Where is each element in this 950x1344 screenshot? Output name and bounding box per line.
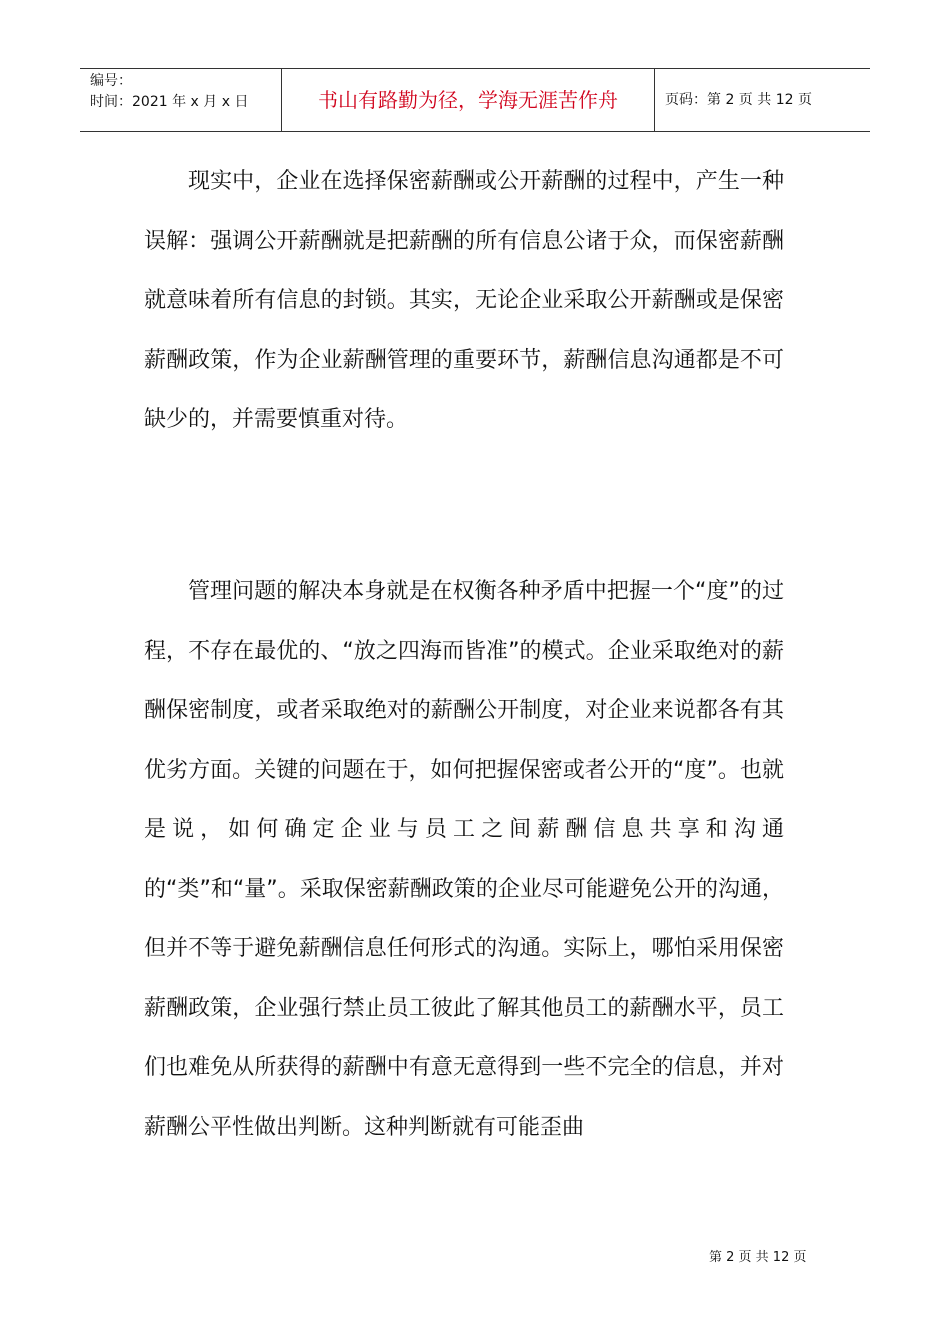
header-motto: 书山有路勤为径，学海无涯苦作舟: [318, 88, 618, 112]
header-meta: [90, 71, 248, 113]
body-paragraph: 现实中，企业在选择保密薪酬或公开薪酬的过程中，产生一种误解：强调公开薪酬就是把薪酬的所有信息公诸于众，而保密薪酬就意味着所有信息的封锁。其实，无论企业采取公开薪酬或是保密薪酬政策，作为企业薪酬管理的重要环节，薪酬信息沟通都是不可缺少的，并需要慎重对待。: [144, 169, 784, 432]
document-number: 编号：: [90, 73, 132, 89]
body-paragraph: 管理问题的解决本身就是在权衡各种矛盾中把握一个“度”的过程，不存在最优的、“放之四海而皆准”的模式。企业采取绝对的薪酬保密制度，或者采取绝对的薪酬公开制度，对企业来说都各有其优劣方面。关键的问题在于，如何把握保密或者公开的“度”。也就是说，如何确定企业与员工之间薪酬信息共享和沟通的“类”和“量”。采取保密薪酬政策的企业尽可能避免公开的沟通，但并不等于避免薪酬信息任何形式的沟通。实际上，哪怕采用保密薪酬政策，企业强行禁止员工彼此了解其他员工的薪酬水平，员工们也难免从所获得的薪酬中有意无意得到一些不完全的信息，并对薪酬公平性做出判断。这种判断就有可能歪曲: [144, 579, 784, 1140]
header-divider: [654, 69, 655, 131]
footer-page-number: 第 2 页 共 12 页: [709, 1250, 807, 1265]
header-page-number: 页码：第 2 页 共 12 页: [665, 92, 812, 108]
page-header: [80, 68, 870, 132]
document-date: 时间：2021 年 x 月 x 日: [90, 94, 249, 110]
